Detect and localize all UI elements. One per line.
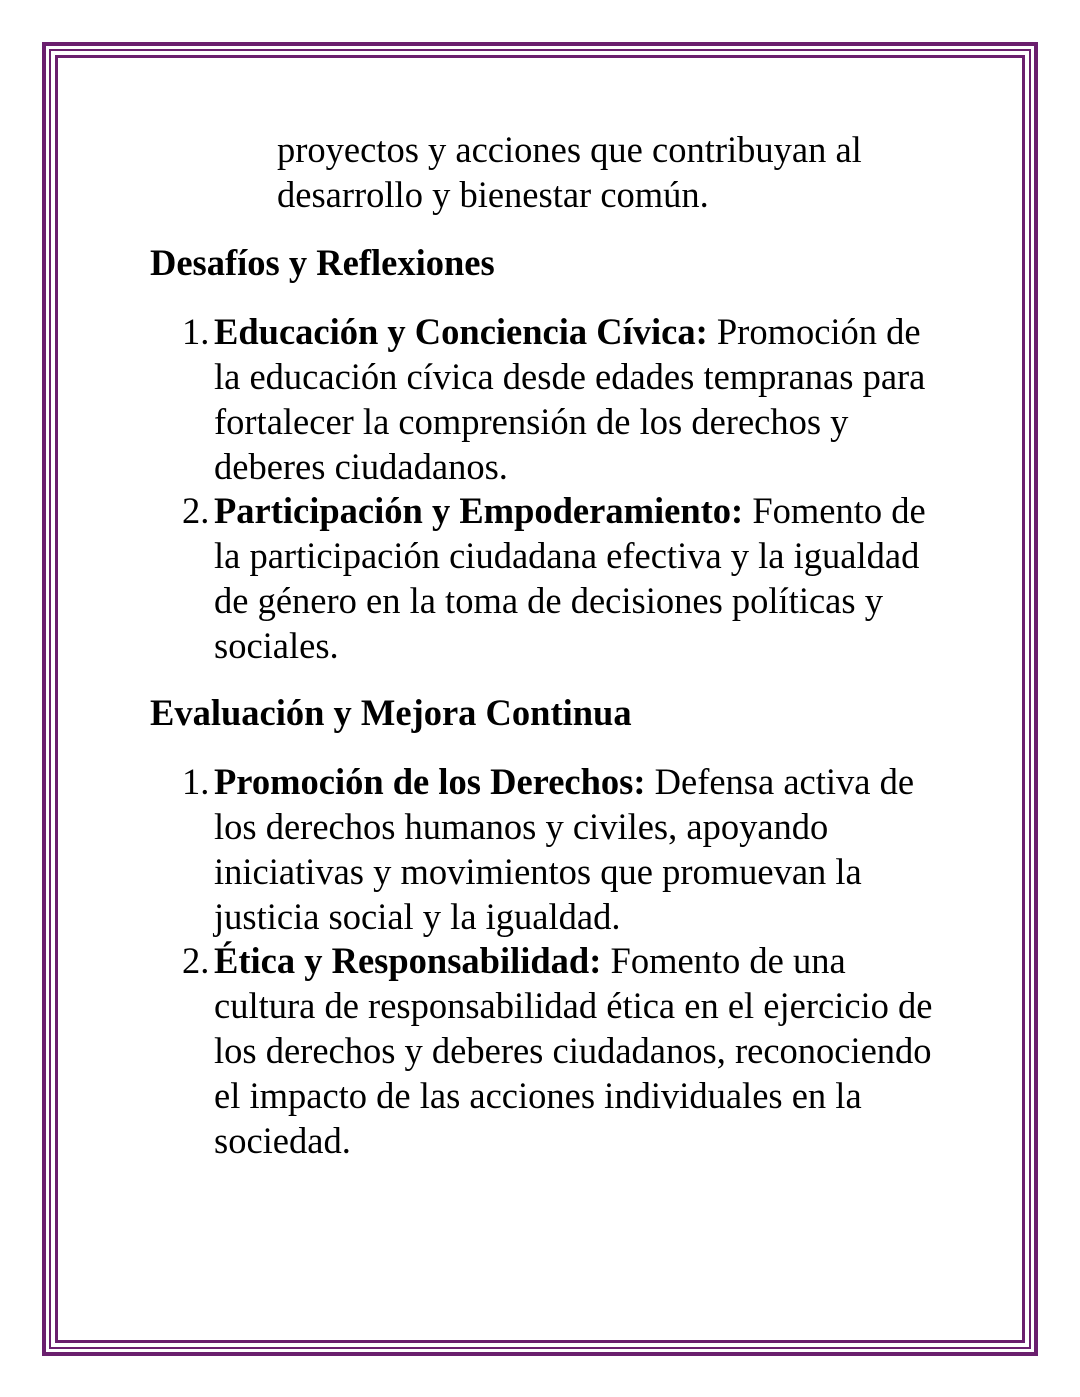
list-item-text bbox=[214, 938, 942, 1163]
list-item-text bbox=[214, 309, 942, 489]
list-item-text bbox=[214, 759, 942, 939]
list-item-description: Promoción de la educación cívica desde edades tempranas para fortalecer la comprensión de los derechos y deberes ciudadanos. bbox=[214, 311, 926, 487]
list-item-number: 1. bbox=[182, 761, 210, 802]
list-item-term: Participación y Empoderamiento: bbox=[214, 490, 744, 531]
list-item-text bbox=[214, 488, 942, 668]
list-item bbox=[182, 488, 942, 668]
list-item bbox=[182, 309, 942, 489]
list-item-number: 2. bbox=[182, 940, 210, 981]
list-item-term: Promoción de los Derechos: bbox=[214, 761, 646, 802]
intro-paragraph: proyectos y acciones que contribuyan al desarrollo y bienestar común. bbox=[277, 129, 862, 215]
list-item-term: Ética y Responsabilidad: bbox=[214, 940, 602, 981]
section-heading-evaluacion: Evaluación y Mejora Continua bbox=[150, 692, 632, 733]
list-item-description: Fomento de la participación ciudadana efectiva y la igualdad de género en la toma de decisiones políticas y sociales. bbox=[214, 490, 926, 666]
list-item-description: Defensa activa de los derechos humanos y civiles, apoyando iniciativas y movimientos que promuevan la justicia social y la igualdad. bbox=[214, 761, 915, 937]
list-item-number: 1. bbox=[182, 311, 210, 352]
list-item-description: Fomento de una cultura de responsabilidad ética en el ejercicio de los derechos y deberes ciudadanos, reconociendo el impacto de las acciones individuales en la sociedad. bbox=[214, 940, 933, 1161]
list-item-term: Educación y Conciencia Cívica: bbox=[214, 311, 708, 352]
list-item-number: 2. bbox=[182, 490, 210, 531]
list-item bbox=[182, 938, 942, 1163]
section-heading-desafios: Desafíos y Reflexiones bbox=[150, 242, 495, 283]
list-item bbox=[182, 759, 942, 939]
